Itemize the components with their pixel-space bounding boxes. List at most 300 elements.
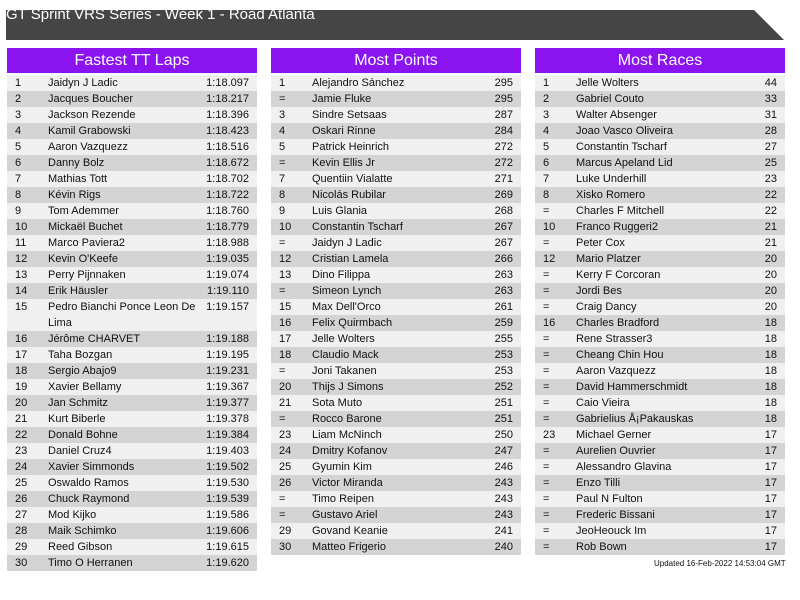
row-value: 1:19.377 — [206, 397, 249, 409]
table-row — [271, 395, 521, 411]
table-row — [7, 107, 257, 123]
row-driver-name: Jacques Boucher — [48, 93, 133, 105]
rows-list — [7, 75, 257, 571]
row-value: 287 — [494, 109, 513, 121]
row-value: 259 — [494, 317, 513, 329]
row-rank: 13 — [279, 269, 292, 281]
row-value: 271 — [494, 173, 513, 185]
row-value: 243 — [494, 477, 513, 489]
row-value: 1:19.586 — [206, 509, 249, 521]
row-rank: = — [543, 333, 550, 345]
row-rank: 15 — [279, 301, 292, 313]
row-driver-name: Gustavo Ariel — [312, 509, 378, 521]
row-rank: 1 — [543, 77, 550, 89]
row-value: 261 — [494, 301, 513, 313]
row-value: 251 — [494, 413, 513, 425]
table-row — [271, 187, 521, 203]
row-rank: 1 — [15, 77, 22, 89]
table-row — [271, 75, 521, 91]
table-row — [271, 219, 521, 235]
row-value: 17 — [764, 445, 777, 457]
row-rank: 22 — [15, 429, 28, 441]
row-value: 1:19.403 — [206, 445, 249, 457]
table-row — [535, 187, 785, 203]
row-rank: 29 — [279, 525, 292, 537]
row-driver-name: JeoHeouck Im — [576, 525, 647, 537]
table-row — [7, 395, 257, 411]
row-rank: 26 — [279, 477, 292, 489]
row-driver-name: Govand Keanie — [312, 525, 388, 537]
table-row — [535, 379, 785, 395]
table-row — [7, 347, 257, 363]
table-row — [535, 427, 785, 443]
row-driver-name: Erik Häusler — [48, 285, 108, 297]
table-row — [271, 251, 521, 267]
table-row — [271, 299, 521, 315]
row-value: 243 — [494, 493, 513, 505]
row-driver-name: Danny Bolz — [48, 157, 105, 169]
row-driver-name: Daniel Cruz4 — [48, 445, 112, 457]
row-rank: 18 — [279, 349, 292, 361]
row-driver-name: Matteo Frigerio — [312, 541, 386, 553]
row-rank: 14 — [15, 285, 28, 297]
table-row — [271, 411, 521, 427]
row-rank: 4 — [279, 125, 286, 137]
table-row — [535, 475, 785, 491]
row-driver-name: Chuck Raymond — [48, 493, 130, 505]
table-row — [7, 523, 257, 539]
row-value: 250 — [494, 429, 513, 441]
table-row — [271, 123, 521, 139]
row-rank: 5 — [279, 141, 286, 153]
row-rank: 23 — [15, 445, 28, 457]
row-value: 1:19.231 — [206, 365, 249, 377]
rows-list — [535, 75, 785, 555]
row-value: 17 — [764, 477, 777, 489]
row-value: 18 — [764, 365, 777, 377]
row-driver-name: Craig Dancy — [576, 301, 637, 313]
row-value: 18 — [764, 381, 777, 393]
row-rank: = — [543, 477, 550, 489]
table-row — [7, 363, 257, 379]
row-value: 263 — [494, 269, 513, 281]
row-value: 1:18.702 — [206, 173, 249, 185]
row-driver-name: Sergio Abajo9 — [48, 365, 117, 377]
table-row — [271, 91, 521, 107]
table-row — [7, 123, 257, 139]
row-rank: = — [279, 285, 286, 297]
row-value: 1:18.760 — [206, 205, 249, 217]
row-driver-name: Jordi Bes — [576, 285, 622, 297]
table-row — [535, 523, 785, 539]
row-driver-name: Xisko Romero — [576, 189, 646, 201]
table-row — [271, 347, 521, 363]
row-driver-name: Mathias Tott — [48, 173, 108, 185]
row-rank: 25 — [279, 461, 292, 473]
column-header: Most Points — [271, 48, 521, 73]
rows-list — [271, 75, 521, 555]
row-rank: = — [279, 93, 286, 105]
row-value: 1:19.367 — [206, 381, 249, 393]
row-rank: 29 — [15, 541, 28, 553]
table-row — [535, 299, 785, 315]
row-rank: 13 — [15, 269, 28, 281]
table-row — [7, 299, 257, 331]
row-driver-name: Rene Strasser3 — [576, 333, 653, 345]
row-value: 1:18.217 — [206, 93, 249, 105]
row-value: 18 — [764, 333, 777, 345]
row-rank: 23 — [543, 429, 556, 441]
table-row — [535, 91, 785, 107]
table-row — [271, 379, 521, 395]
table-row — [7, 91, 257, 107]
table-row — [271, 459, 521, 475]
row-rank: = — [543, 445, 550, 457]
table-row — [535, 219, 785, 235]
row-value: 1:19.606 — [206, 525, 249, 537]
table-row — [535, 251, 785, 267]
row-value: 241 — [494, 525, 513, 537]
row-rank: 30 — [279, 541, 292, 553]
row-rank: 24 — [279, 445, 292, 457]
table-row — [7, 155, 257, 171]
row-rank: = — [543, 349, 550, 361]
table-row — [271, 107, 521, 123]
row-driver-name: Mickaël Buchet — [48, 221, 123, 233]
row-driver-name: Luis Glania — [312, 205, 368, 217]
row-rank: 1 — [279, 77, 286, 89]
row-value: 1:19.530 — [206, 477, 249, 489]
row-driver-name: Victor Miranda — [312, 477, 383, 489]
row-driver-name: Walter Absenger — [576, 109, 657, 121]
row-value: 20 — [764, 285, 777, 297]
table-row — [7, 139, 257, 155]
row-driver-name: Mario Platzer — [576, 253, 641, 265]
table-row — [7, 75, 257, 91]
row-driver-name: Claudio Mack — [312, 349, 379, 361]
row-value: 31 — [764, 109, 777, 121]
table-row — [7, 475, 257, 491]
row-driver-name: Enzo Tilli — [576, 477, 621, 489]
row-rank: 8 — [543, 189, 550, 201]
row-value: 18 — [764, 397, 777, 409]
row-driver-name: Max Dell'Orco — [312, 301, 381, 313]
row-driver-name: Gyumin Kim — [312, 461, 372, 473]
table-row — [535, 331, 785, 347]
row-driver-name: Taha Bozgan — [48, 349, 113, 361]
table-row — [271, 171, 521, 187]
row-value: 17 — [764, 541, 777, 553]
row-value: 1:18.988 — [206, 237, 249, 249]
row-driver-name: Maik Schimko — [48, 525, 117, 537]
row-rank: 17 — [15, 349, 28, 361]
row-rank: = — [543, 525, 550, 537]
row-driver-name: Tom Ademmer — [48, 205, 119, 217]
row-rank: 18 — [15, 365, 28, 377]
row-driver-name: Sindre Setsaas — [312, 109, 387, 121]
fastest-tt-laps-table — [7, 48, 257, 571]
row-driver-name: Constantin Tscharf — [312, 221, 403, 233]
table-row — [271, 427, 521, 443]
row-driver-name: Xavier Bellamy — [48, 381, 122, 393]
row-driver-name: Dino Filippa — [312, 269, 371, 281]
row-driver-name: Luke Underhill — [576, 173, 647, 185]
table-row — [271, 139, 521, 155]
table-row — [535, 283, 785, 299]
row-rank: 3 — [15, 109, 22, 121]
row-value: 20 — [764, 269, 777, 281]
table-row — [7, 187, 257, 203]
row-rank: 3 — [279, 109, 286, 121]
row-driver-name: Paul N Fulton — [576, 493, 643, 505]
row-driver-name: Kamil Grabowski — [48, 125, 131, 137]
row-rank: 25 — [15, 477, 28, 489]
row-rank: = — [279, 365, 286, 377]
row-value: 33 — [764, 93, 777, 105]
row-value: 295 — [494, 93, 513, 105]
row-value: 246 — [494, 461, 513, 473]
row-rank: 5 — [15, 141, 22, 153]
row-driver-name: Constantin Tscharf — [576, 141, 667, 153]
row-rank: = — [543, 541, 550, 553]
row-driver-name: Caio Vieira — [576, 397, 630, 409]
row-rank: 20 — [279, 381, 292, 393]
table-row — [535, 139, 785, 155]
row-rank: 10 — [15, 221, 28, 233]
row-value: 243 — [494, 509, 513, 521]
row-driver-name: Jaidyn J Ladic — [48, 77, 118, 89]
row-driver-name: Rocco Barone — [312, 413, 382, 425]
row-value: 21 — [764, 237, 777, 249]
row-rank: = — [543, 365, 550, 377]
table-row — [7, 507, 257, 523]
table-row — [535, 171, 785, 187]
row-value: 23 — [764, 173, 777, 185]
row-value: 247 — [494, 445, 513, 457]
table-row — [7, 267, 257, 283]
row-driver-name: Aaron Vazquezz — [48, 141, 128, 153]
table-row — [271, 267, 521, 283]
row-driver-name: Patrick Heinrich — [312, 141, 390, 153]
page-title: GT Sprint VRS Series - Week 1 - Road Atlanta — [6, 6, 315, 23]
table-row — [271, 539, 521, 555]
row-value: 253 — [494, 349, 513, 361]
table-row — [535, 235, 785, 251]
row-driver-name: Jamie Fluke — [312, 93, 372, 105]
row-value: 1:19.502 — [206, 461, 249, 473]
row-rank: 12 — [543, 253, 556, 265]
row-driver-name: Jelle Wolters — [312, 333, 375, 345]
row-value: 1:19.620 — [206, 557, 249, 569]
column-header: Most Races — [535, 48, 785, 73]
table-row — [271, 315, 521, 331]
table-row — [535, 315, 785, 331]
row-rank: 21 — [15, 413, 28, 425]
row-driver-name: Joni Takanen — [312, 365, 377, 377]
row-value: 267 — [494, 237, 513, 249]
row-driver-name: Oskari Rinne — [312, 125, 376, 137]
row-value: 1:18.779 — [206, 221, 249, 233]
table-row — [7, 331, 257, 347]
row-rank: 4 — [15, 125, 22, 137]
table-row — [535, 123, 785, 139]
table-row — [7, 539, 257, 555]
row-driver-name: Charles Bradford — [576, 317, 660, 329]
row-value: 1:18.097 — [206, 77, 249, 89]
table-row — [271, 203, 521, 219]
table-row — [7, 171, 257, 187]
row-driver-name: Timo Reipen — [312, 493, 374, 505]
row-driver-name: Franco Ruggeri2 — [576, 221, 658, 233]
table-row — [535, 75, 785, 91]
table-row — [7, 219, 257, 235]
row-rank: 24 — [15, 461, 28, 473]
row-rank: = — [543, 397, 550, 409]
row-value: 18 — [764, 413, 777, 425]
updated-timestamp: Updated 16-Feb-2022 14:53:04 GMT — [654, 559, 786, 568]
table-row — [7, 379, 257, 395]
row-value: 18 — [764, 349, 777, 361]
row-rank: = — [543, 205, 550, 217]
table-row — [535, 411, 785, 427]
row-rank: 17 — [279, 333, 292, 345]
row-rank: 16 — [279, 317, 292, 329]
row-driver-name: Kerry F Corcoran — [576, 269, 661, 281]
row-value: 1:19.074 — [206, 269, 249, 281]
row-value: 20 — [764, 253, 777, 265]
table-row — [7, 555, 257, 571]
row-rank: 26 — [15, 493, 28, 505]
row-driver-name: Simeon Lynch — [312, 285, 382, 297]
table-row — [535, 395, 785, 411]
row-rank: = — [279, 509, 286, 521]
row-value: 25 — [764, 157, 777, 169]
row-value: 1:18.516 — [206, 141, 249, 153]
row-value: 1:19.195 — [206, 349, 249, 361]
row-driver-name: Charles F Mitchell — [576, 205, 665, 217]
row-driver-name: Thijs J Simons — [312, 381, 384, 393]
row-value: 263 — [494, 285, 513, 297]
row-rank: 16 — [543, 317, 556, 329]
row-driver-name: Dmitry Kofanov — [312, 445, 388, 457]
row-driver-name: Reed Gibson — [48, 541, 113, 553]
row-driver-name: Jérôme CHARVET — [48, 333, 141, 345]
row-driver-name: Mod Kijko — [48, 509, 97, 521]
row-rank: 23 — [279, 429, 292, 441]
table-row — [7, 491, 257, 507]
row-value: 267 — [494, 221, 513, 233]
row-value: 22 — [764, 189, 777, 201]
row-driver-name: Nicolás Rubilar — [312, 189, 386, 201]
table-row — [7, 251, 257, 267]
row-rank: 16 — [15, 333, 28, 345]
table-row — [7, 427, 257, 443]
row-value: 1:19.035 — [206, 253, 249, 265]
row-rank: 7 — [543, 173, 550, 185]
row-driver-name: Jelle Wolters — [576, 77, 639, 89]
row-value: 1:18.722 — [206, 189, 249, 201]
row-driver-name: Sota Muto — [312, 397, 363, 409]
row-driver-name: David Hammerschmidt — [576, 381, 688, 393]
row-driver-name: Cheang Chin Hou — [576, 349, 664, 361]
row-driver-name: Marco Paviera2 — [48, 237, 126, 249]
row-value: 27 — [764, 141, 777, 153]
row-driver-name: Alejandro Sánchez — [312, 77, 405, 89]
row-value: 1:19.378 — [206, 413, 249, 425]
row-driver-name: Jackson Rezende — [48, 109, 136, 121]
row-rank: 12 — [279, 253, 292, 265]
row-value: 17 — [764, 429, 777, 441]
row-rank: 15 — [15, 301, 28, 313]
most-races-table — [535, 48, 785, 555]
row-driver-name: Gabriel Couto — [576, 93, 644, 105]
row-driver-name: Rob Bown — [576, 541, 627, 553]
table-row — [271, 443, 521, 459]
row-rank: 20 — [15, 397, 28, 409]
row-rank: 2 — [15, 93, 22, 105]
table-row — [535, 507, 785, 523]
table-row — [7, 283, 257, 299]
row-value: 251 — [494, 397, 513, 409]
table-row — [535, 491, 785, 507]
table-row — [535, 267, 785, 283]
row-value: 240 — [494, 541, 513, 553]
row-driver-name: Kurt Biberle — [48, 413, 106, 425]
row-value: 28 — [764, 125, 777, 137]
row-rank: 10 — [543, 221, 556, 233]
row-value: 17 — [764, 509, 777, 521]
row-driver-name: Aaron Vazquezz — [576, 365, 656, 377]
column-header: Fastest TT Laps — [7, 48, 257, 73]
row-rank: = — [543, 381, 550, 393]
row-value: 1:18.423 — [206, 125, 249, 137]
row-driver-name: Kévin Rigs — [48, 189, 101, 201]
row-rank: 6 — [543, 157, 550, 169]
row-driver-name: Quentiin Vialatte — [312, 173, 393, 185]
row-rank: 12 — [15, 253, 28, 265]
row-value: 272 — [494, 157, 513, 169]
row-driver-name: Felix Quirmbach — [312, 317, 393, 329]
row-rank: = — [279, 413, 286, 425]
row-value: 44 — [764, 77, 777, 89]
row-value: 18 — [764, 317, 777, 329]
row-rank: 9 — [279, 205, 286, 217]
row-rank: = — [543, 301, 550, 313]
row-rank: 21 — [279, 397, 292, 409]
table-row — [271, 507, 521, 523]
row-rank: = — [543, 237, 550, 249]
table-row — [7, 443, 257, 459]
row-value: 252 — [494, 381, 513, 393]
table-row — [271, 363, 521, 379]
row-rank: = — [279, 157, 286, 169]
row-rank: 9 — [15, 205, 22, 217]
row-driver-name: Timo O Herranen — [48, 557, 133, 569]
row-value: 20 — [764, 301, 777, 313]
table-row — [271, 283, 521, 299]
row-value: 1:19.157 — [206, 301, 249, 313]
table-row — [535, 363, 785, 379]
row-rank: 28 — [15, 525, 28, 537]
row-driver-name: Xavier Simmonds — [48, 461, 135, 473]
row-driver-name: Oswaldo Ramos — [48, 477, 129, 489]
row-rank: 7 — [15, 173, 22, 185]
row-rank: 27 — [15, 509, 28, 521]
row-driver-name: Jaidyn J Ladic — [312, 237, 382, 249]
row-value: 22 — [764, 205, 777, 217]
row-driver-name: Kevin Ellis Jr — [312, 157, 375, 169]
row-rank: 10 — [279, 221, 292, 233]
